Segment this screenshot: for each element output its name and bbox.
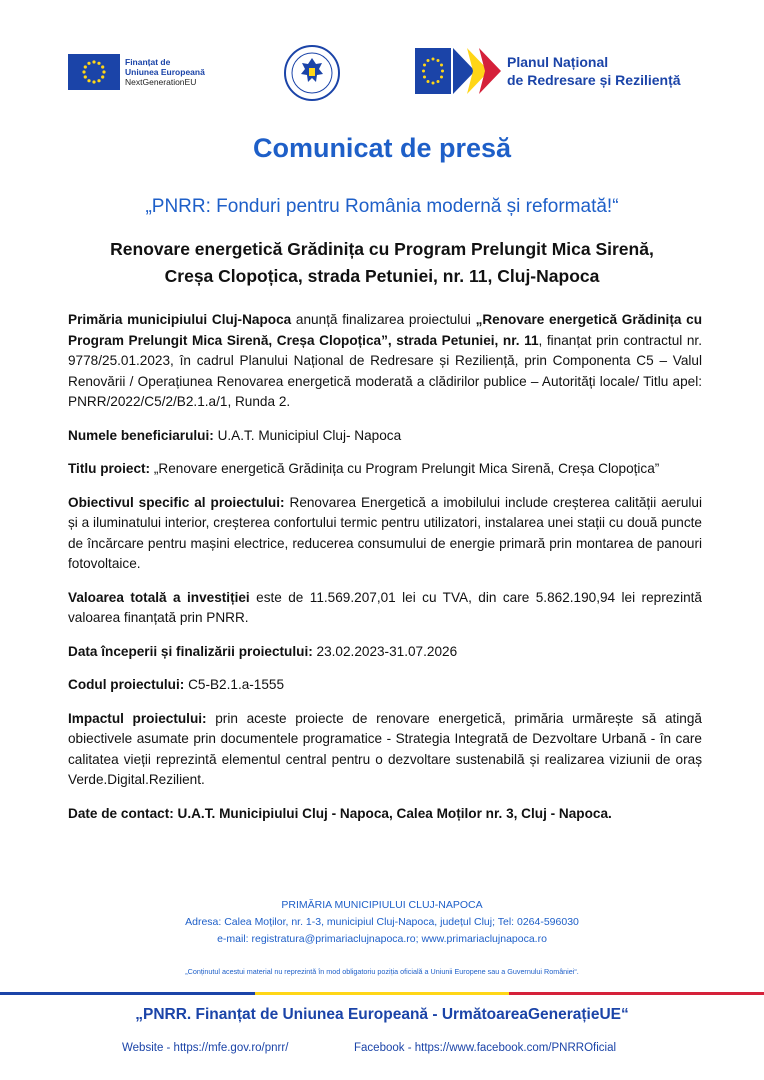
value-label: Valoarea totală a investiției <box>68 589 250 605</box>
code-label: Codul proiectului: <box>68 677 185 692</box>
dates-paragraph <box>68 642 702 663</box>
pnrr-logo <box>415 48 681 94</box>
intro-text-2: , finanțat prin contractul nr. 9778/25.01.2023, în cadrul Planului Național de Redresare și Reziliență, prin Componenta C5 – Valul Renovării / Operațiunea Renovarea energetică moderată a clădirilor publice – Autorități locale/ Titlu apel: PNRR/2022/C5/2/B2.1.a/1, Runda 2. <box>68 332 702 409</box>
eu-funding-logo <box>68 54 205 90</box>
code-paragraph <box>68 675 702 696</box>
guvernul-romaniei-seal-icon <box>283 44 341 107</box>
disclaimer: „Conținutul acestui material nu reprezintă în mod obligatoriu poziția oficială a Uniunii Europene sau a Guvernului României“. <box>185 967 579 976</box>
intro-bold-1: Primăria municipiului Cluj-Napoca <box>68 312 292 327</box>
tricolor-divider <box>0 992 764 995</box>
intro-paragraph <box>68 310 702 413</box>
eu-flag-icon <box>68 54 120 90</box>
intro-bold-2: „Renovare energetică Grădinița cu Program Prelungit Mica Sirenă, Creșa Clopoțica”, strada Petuniei, nr. 11 <box>68 312 702 348</box>
footer-address: Adresa: Calea Moților, nr. 1-3, municipiul Cluj-Napoca, județul Cluj; Tel: 0264-596030 <box>185 916 579 928</box>
contact-paragraph <box>68 804 702 825</box>
eu-text-line1: Finanțat de <box>125 57 171 67</box>
objective-value: Renovarea Energetică a imobilului include creșterea calității aerului și a iluminatului interior, creșterea confortului termic pentru utilizatori, instalarea unei stații cu două puncte de încărcare pentru mașini electrice, reducerea consumului de energie primară prin montarea de panouri fotovoltaice. <box>68 494 702 571</box>
website-link[interactable]: Website - https://mfe.gov.ro/pnrr/ <box>122 1042 289 1054</box>
pnrr-text-line2: de Redresare și Reziliență <box>507 72 681 88</box>
beneficiary-label: Numele beneficiarului: <box>68 427 214 443</box>
objective-paragraph <box>68 493 702 575</box>
impact-paragraph <box>68 709 702 791</box>
eu-text-line2: Uniunea Europeană <box>125 67 205 77</box>
project-label: Titlu proiect: <box>68 461 151 476</box>
press-release-body <box>68 310 702 837</box>
dates-label: Data începerii și finalizării proiectului: <box>68 643 313 659</box>
impact-label: Impactul proiectului: <box>68 710 207 726</box>
code-value: C5-B2.1.a-1555 <box>184 677 285 692</box>
intro-text-1: anunță finalizarea proiectului <box>291 312 476 327</box>
footer-email: e-mail: registratura@primariaclujnapoca.ro; www.primariaclujnapoca.ro <box>217 933 547 945</box>
beneficiary-value: U.A.T. Municipiul Cluj- Napoca <box>213 427 402 443</box>
dates-value: 23.02.2023-31.07.2026 <box>312 643 458 659</box>
subtitle: „PNRR: Fonduri pentru România modernă și reformată!“ <box>145 196 619 217</box>
tricolor-blue <box>0 992 255 995</box>
footer-contact <box>0 897 764 948</box>
pnrr-slogan: „PNRR. Finanțat de Uniunea Europeană - UrmătoareaGenerațieUE“ <box>135 1006 629 1023</box>
page-title: Comunicat de presă <box>252 133 512 163</box>
tricolor-red <box>509 992 764 995</box>
project-title <box>40 236 724 290</box>
pnrr-text-line1: Planul Național <box>507 54 609 70</box>
project-value: „Renovare energetică Grădinița cu Program Prelungit Mica Sirenă, Creșa Clopoțica” <box>150 461 660 476</box>
header-logos <box>0 40 764 110</box>
objective-label: Obiectivul specific al proiectului: <box>68 494 285 510</box>
project-title-line1: Renovare energetică Grădinița cu Program Prelungit Mica Sirenă, <box>110 239 654 259</box>
value-value: este de 11.569.207,01 lei cu TVA, din care 5.862.190,94 lei reprezintă valoarea finanțată prin PNRR. <box>68 589 702 625</box>
tricolor-yellow <box>255 992 510 995</box>
footer-org: PRIMĂRIA MUNICIPIULUI CLUJ-NAPOCA <box>281 899 483 911</box>
eu-text-line3: NextGenerationEU <box>125 77 197 87</box>
value-paragraph <box>68 588 702 629</box>
pnrr-flag-icon <box>415 48 501 94</box>
beneficiary-paragraph <box>68 426 702 447</box>
contact-text: Date de contact: U.A.T. Municipiului Cluj - Napoca, Calea Moților nr. 3, Cluj - Napoca. <box>68 805 612 821</box>
facebook-link[interactable]: Facebook - https://www.facebook.com/PNRROficial <box>354 1042 617 1054</box>
project-paragraph <box>68 459 702 480</box>
project-title-line2: Creșa Clopoțica, strada Petuniei, nr. 11, Cluj-Napoca <box>164 266 600 286</box>
impact-value: prin aceste proiecte de renovare energetică, primăria urmărește să atingă obiectivele asumate prin documentele programatice - Strategia Integrată de Dezvoltare Urbană - în care calitatea vieții reprezintă elementul central pentru o dezvoltare sustenabilă și realizarea viziunii de oraș Verde.Digital.Rezilient. <box>68 710 702 787</box>
